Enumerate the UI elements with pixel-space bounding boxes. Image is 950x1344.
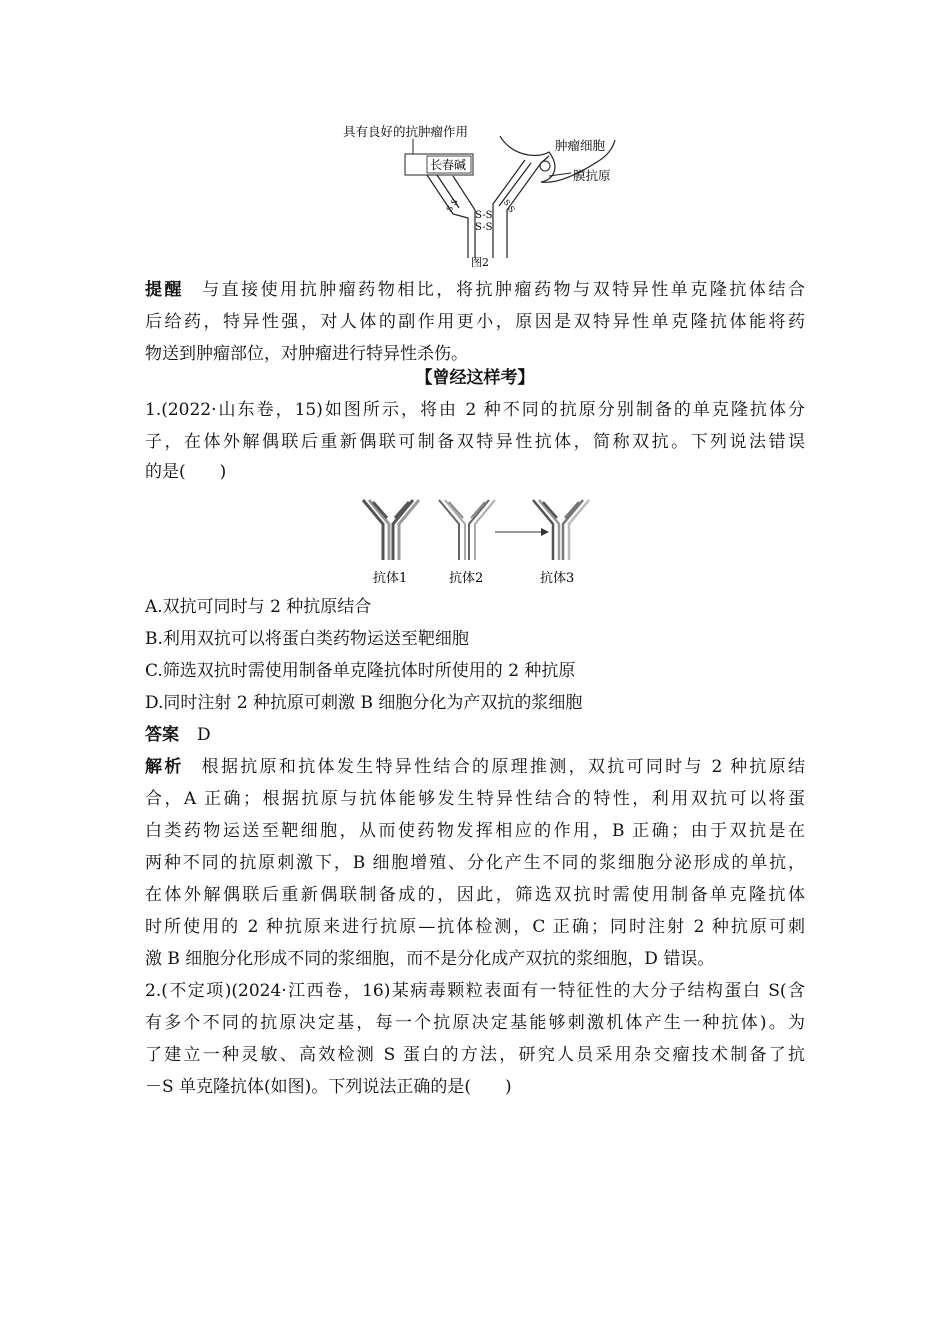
reminder-text-1: 与直接使用抗肿瘤药物相比，将抗肿瘤药物与双特异性单克隆抗体结合	[202, 280, 805, 300]
figure2-ss-label-1: S-S	[475, 210, 493, 221]
figure2-ss-right-label: S S	[501, 197, 517, 215]
q1-analysis-line-4: 两种不同的抗原刺激下，B 细胞增殖、分化产生不同的浆细胞分泌形成的单抗，	[145, 853, 805, 873]
section-title: 【曾经这样考】	[415, 368, 535, 388]
q1-option-b: B.利用双抗可以将蛋白类药物运送至靶细胞	[145, 629, 469, 649]
q1-stem-line-1: 1.(2022·山东卷，15)如图所示，将由 2 种不同的抗原分别制备的单克隆抗体分	[145, 400, 805, 420]
q1-option-d: D.同时注射 2 种抗原可刺激 B 细胞分化为产双抗的浆细胞	[145, 693, 583, 713]
figure2-drug-label: 长春碱	[430, 158, 467, 172]
antibody-1-shape	[363, 500, 419, 560]
q2-stem-line-2: 有多个不同的抗原决定基，每一个抗原决定基能够刺激机体产生一种抗体)。为	[145, 1013, 805, 1033]
figure-2-bispecific-antibody-diagram	[335, 118, 625, 278]
answer-value: D	[197, 725, 211, 745]
q1-analysis-line-1	[145, 751, 805, 783]
q1-analysis-line-5: 在体外解偶联后重新偶联制备成的，因此，筛选双抗时需使用制备单克隆抗体	[145, 885, 805, 905]
figure2-caption: 图2	[471, 256, 489, 269]
reminder-line-3: 物送到肿瘤部位，对肿瘤进行特异性杀伤。	[145, 344, 468, 364]
membrane-antigen	[540, 161, 550, 171]
reminder-label: 提醒	[145, 280, 185, 300]
q1-analysis-line-3: 白类药物运送至靶细胞，从而使药物发挥相应的作用，B 正确；由于双抗是在	[145, 821, 805, 841]
q1-answer	[145, 719, 805, 751]
antibody-right-arm	[493, 160, 541, 258]
figure-antibody-coupling	[355, 488, 595, 588]
antibody-3-label: 抗体3	[540, 571, 575, 586]
figure2-tumor-cell-label: 肿瘤细胞	[555, 138, 606, 153]
antibody-2-label: 抗体2	[449, 571, 484, 586]
figure2-effect-label: 具有良好的抗肿瘤作用	[343, 124, 469, 139]
q2-stem-line-3: 了建立一种灵敏、高效检测 S 蛋白的方法，研究人员采用杂交瘤技术制备了抗	[145, 1045, 805, 1065]
antibody-2-shape	[439, 500, 495, 560]
q1-option-a: A.双抗可同时与 2 种抗原结合	[145, 597, 372, 617]
reminder-line-1	[145, 274, 805, 306]
figure2-ss-left-label: S S	[444, 197, 460, 214]
analysis-text-1: 根据抗原和抗体发生特异性结合的原理推测，双抗可同时与 2 种抗原结	[201, 757, 806, 777]
q1-analysis-line-2: 合，A 正确；根据抗原与抗体能够发生特异性结合的特性，利用双抗可以将蛋	[145, 789, 805, 809]
figure2-ss-label-2: S-S	[475, 222, 493, 233]
q1-analysis-line-6: 时所使用的 2 种抗原来进行抗原—抗体检测，C 正确；同时注射 2 种抗原可刺	[145, 917, 805, 937]
q1-stem-line-2: 子，在体外解偶联后重新偶联可制备双特异性抗体，简称双抗。下列说法错误	[145, 432, 805, 452]
q2-stem-line-4: －S 单克隆抗体(如图)。下列说法正确的是( )	[145, 1077, 512, 1097]
antibody-left-arm	[427, 175, 475, 258]
q1-stem-line-3: 的是( )	[145, 462, 227, 482]
reminder-line-2: 后给药，特异性强，对人体的副作用更小，原因是双特异性单克隆抗体能将药	[145, 312, 805, 332]
q1-analysis-line-7: 激 B 细胞分化形成不同的浆细胞，而不是分化成产双抗的浆细胞，D 错误。	[145, 949, 715, 969]
answer-label: 答案	[145, 725, 179, 745]
analysis-label: 解析	[145, 757, 184, 777]
figure2-membrane-antigen-label: 膜抗原	[573, 168, 611, 183]
q1-option-c: C.筛选双抗时需使用制备单克隆抗体时所使用的 2 种抗原	[145, 661, 576, 681]
antibody-1-label: 抗体1	[373, 571, 408, 586]
q2-stem-line-1: 2.(不定项)(2024·江西卷，16)某病毒颗粒表面有一特征性的大分子结构蛋白 S(含	[145, 981, 805, 1001]
